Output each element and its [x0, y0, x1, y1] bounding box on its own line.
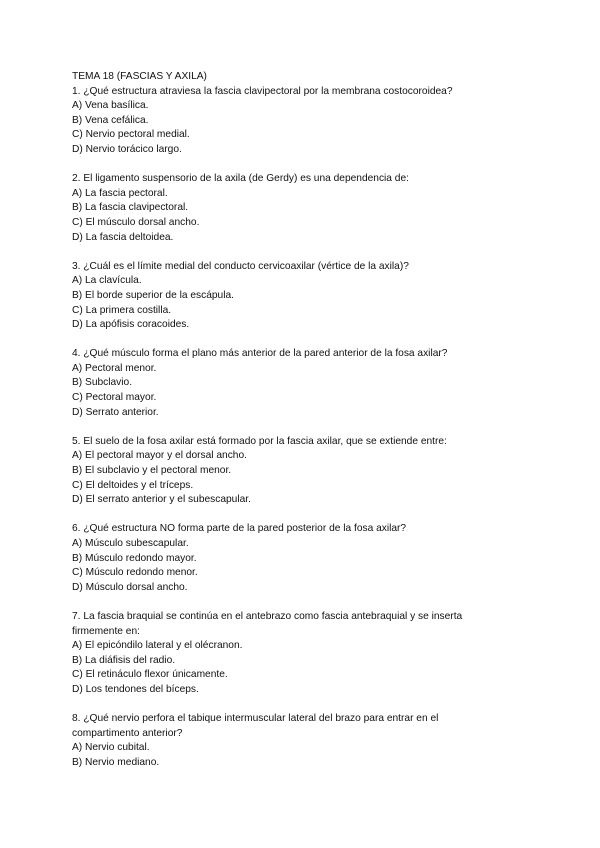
question-text: 2. El ligamento suspensorio de la axila (de Gerdy) es una dependencia de:	[72, 173, 409, 185]
question-5	[72, 435, 532, 508]
question-text: 3. ¿Cuál es el límite medial del conducto cervicoaxilar (vértice de la axila)?	[72, 260, 409, 272]
option-d: D) La apófisis coracoides.	[72, 319, 190, 331]
option-b: B) Músculo redondo mayor.	[72, 552, 197, 564]
question-text-line-2: firmemente en:	[72, 625, 140, 637]
question-text: 5. El suelo de la fosa axilar está formado por la fascia axilar, que se extiende entre:	[72, 435, 447, 447]
question-text-line-1: 7. La fascia braquial se continúa en el antebrazo como fascia antebraquial y se inserta	[72, 610, 463, 622]
option-a: A) Músculo subescapular.	[72, 538, 189, 549]
option-c: C) Pectoral mayor.	[72, 392, 157, 404]
option-b: B) Subclavio.	[72, 377, 133, 389]
option-a: A) Nervio cubital.	[72, 742, 150, 754]
option-b: B) Nervio mediano.	[72, 756, 160, 768]
question-1	[72, 85, 532, 158]
option-c: C) La primera costilla.	[72, 304, 172, 316]
question-2	[72, 172, 532, 245]
option-c: C) El retináculo flexor únicamente.	[72, 669, 228, 681]
question-text: 4. ¿Qué músculo forma el plano más anterior de la pared anterior de la fosa axilar?	[72, 348, 448, 360]
option-c: C) Músculo redondo menor.	[72, 567, 198, 579]
question-text: 1. ¿Qué estructura atraviesa la fascia clavipectoral por la membrana costocoroidea?	[72, 85, 453, 97]
option-d: D) Músculo dorsal ancho.	[72, 581, 188, 593]
option-a: A) La fascia pectoral.	[72, 187, 168, 199]
document-title: TEMA 18 (FASCIAS Y AXILA)	[72, 71, 207, 82]
question-text: 6. ¿Qué estructura NO forma parte de la pared posterior de la fosa axilar?	[72, 523, 407, 535]
option-a: A) La clavícula.	[72, 275, 142, 287]
question-4	[72, 347, 532, 420]
question-3	[72, 260, 532, 333]
option-b: B) La diáfisis del radio.	[72, 654, 176, 666]
option-c: C) Nervio pectoral medial.	[72, 129, 190, 141]
option-b: B) La fascia clavipectoral.	[72, 202, 189, 214]
option-d: D) La fascia deltoidea.	[72, 231, 174, 243]
option-a: A) Vena basílica.	[72, 100, 149, 112]
option-b: B) El borde superior de la escápula.	[72, 289, 234, 301]
option-d: D) Nervio torácico largo.	[72, 143, 182, 155]
option-c: C) El deltoides y el tríceps.	[72, 479, 194, 491]
question-text-line-1: 8. ¿Qué nervio perfora el tabique intermuscular lateral del brazo para entrar en el	[72, 713, 439, 725]
document-page	[72, 70, 532, 771]
option-d: D) Los tendones del bíceps.	[72, 683, 199, 695]
option-b: B) Vena cefálica.	[72, 114, 149, 126]
option-d: D) Serrato anterior.	[72, 406, 159, 418]
option-b: B) El subclavio y el pectoral menor.	[72, 465, 232, 477]
option-c: C) El músculo dorsal ancho.	[72, 216, 200, 228]
question-6	[72, 522, 532, 595]
option-a: A) Pectoral menor.	[72, 362, 157, 374]
option-a: A) El pectoral mayor y el dorsal ancho.	[72, 450, 247, 462]
question-7	[72, 610, 532, 698]
question-8	[72, 712, 532, 770]
option-d: D) El serrato anterior y el subescapular.	[72, 494, 251, 506]
question-text-line-2: compartimento anterior?	[72, 727, 183, 739]
option-a: A) El epicóndilo lateral y el olécranon.	[72, 640, 243, 652]
